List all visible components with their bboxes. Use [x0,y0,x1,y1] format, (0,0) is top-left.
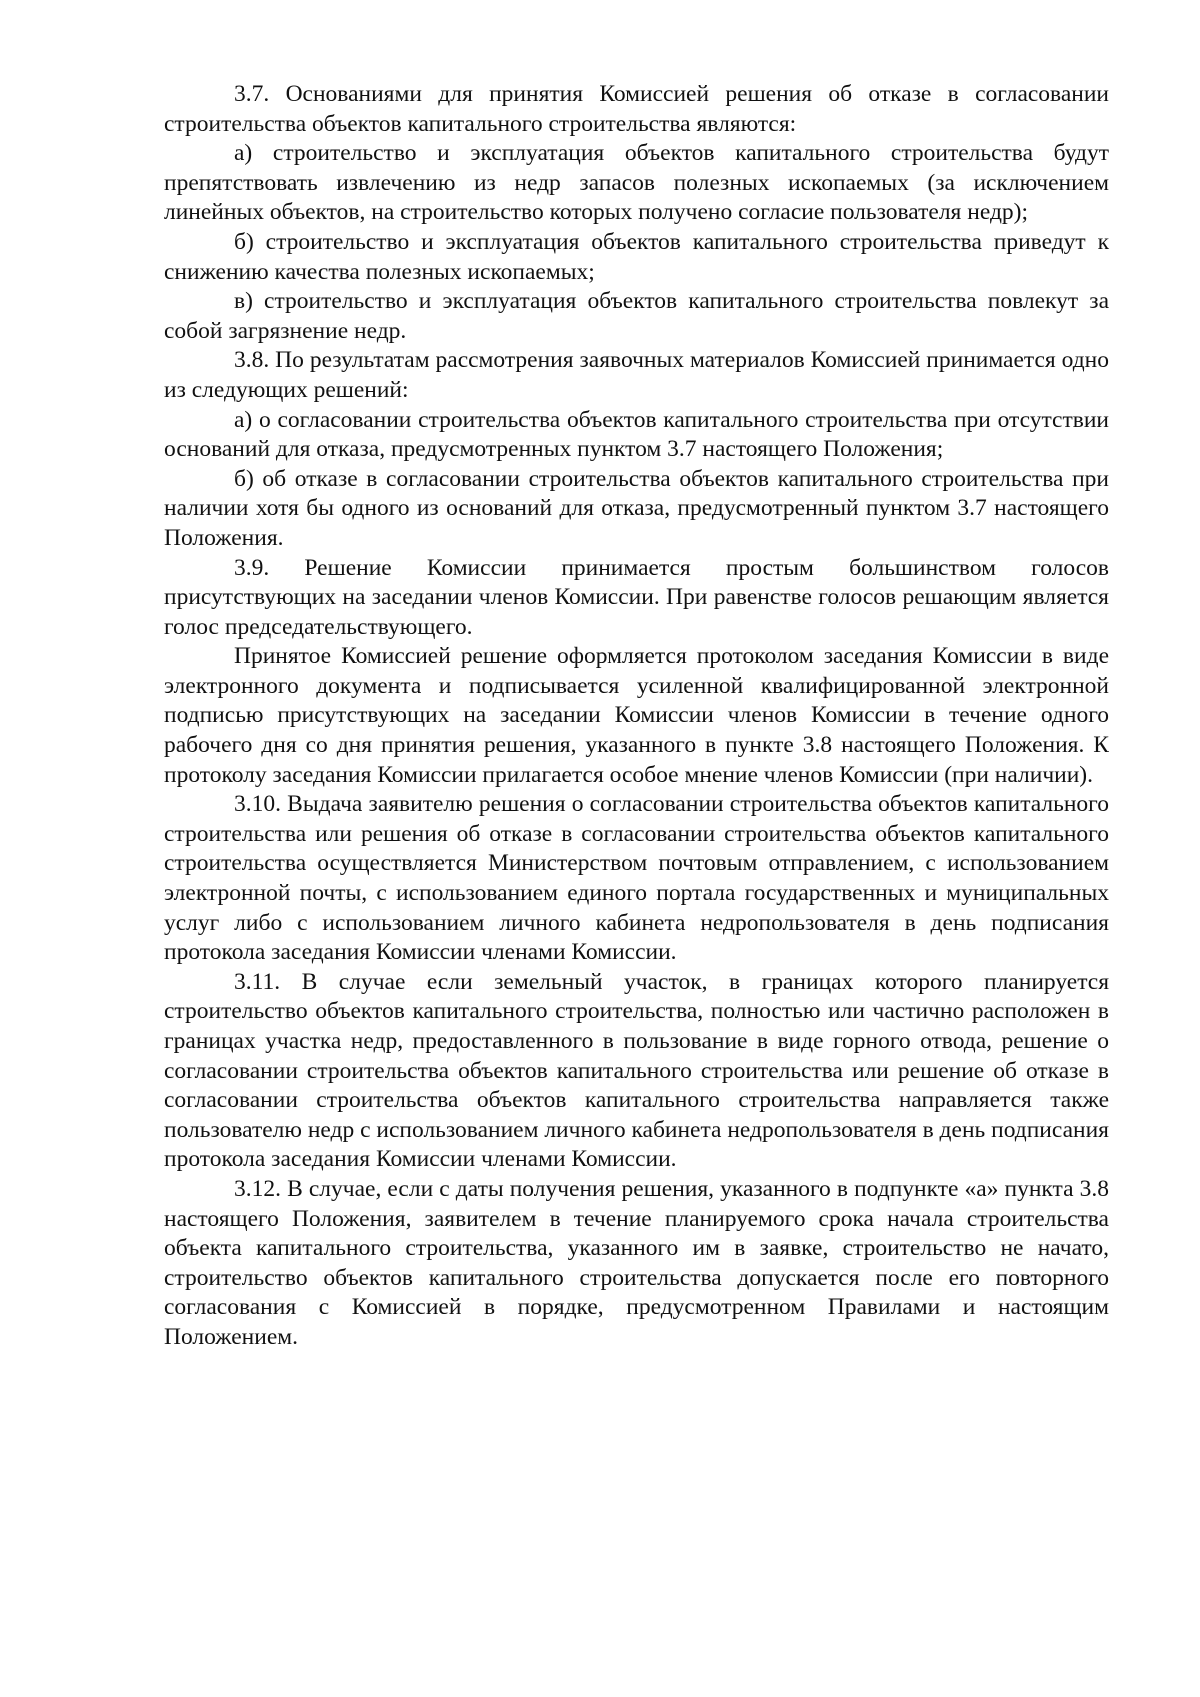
paragraph-3-10: 3.10. Выдача заявителю решения о согласовании строительства объектов капитального строительства или решения об отказе в согласовании строительства объектов капитального строительства осуществляется Министерством почтовым отправлением, с использованием электронной почты, с использованием единого портала государственных и муниципальных услуг либо с использованием личного кабинета недропользователя в день подписания протокола заседания Комиссии членами Комиссии. [164,791,1109,966]
paragraph-3-12: 3.12. В случае, если с даты получения решения, указанного в подпункте «а» пункта 3.8 настоящего Положения, заявителем в течение планируемого срока начала строительства объекта капитального строительства, указанного им в заявке, строительство не начато, строительство объектов капитального строительства допускается после его повторного согласования с Комиссией в порядке, предусмотренном Правилами и настоящим Положением. [164,1175,1109,1350]
paragraph-3-7: 3.7. Основаниями для принятия Комиссией решения об отказе в согласовании строительства объектов капитального строительства являются: [164,81,1109,137]
paragraph-3-7-b: б) строительство и эксплуатация объектов капитального строительства приведут к снижению качества полезных ископаемых; [164,228,1109,285]
paragraph-3-8: 3.8. По результатам рассмотрения заявочных материалов Комиссией принимается одно из следующих решений: [164,347,1109,403]
paragraph-3-9-protocol: Принятое Комиссией решение оформляется протоколом заседания Комиссии в виде электронного документа и подписывается усиленной квалифицированной электронной подписью присутствующих на заседании Комиссии членов Комиссии в течение одного рабочего дня со дня принятия решения, указанного в пункте 3.8 настоящего Положения. К протоколу заседания Комиссии прилагается особое мнение членов Комиссии (при наличии). [164,643,1109,788]
document-body [164,80,1109,1353]
paragraph-3-8-a: а) о согласовании строительства объектов капитального строительства при отсутствии оснований для отказа, предусмотренных пунктом 3.7 настоящего Положения; [164,406,1109,463]
paragraph-3-7-a: а) строительство и эксплуатация объектов капитального строительства будут препятствовать извлечению из недр запасов полезных ископаемых (за исключением линейных объектов, на строительство которых получено согласие пользователя недр); [164,140,1109,226]
paragraph-3-7-v: в) строительство и эксплуатация объектов капитального строительства повлекут за собой загрязнение недр. [164,288,1109,344]
paragraph-3-11: 3.11. В случае если земельный участок, в границах которого планируется строительство объектов капитального строительства, полностью или частично расположен в границах участка недр, предоставленного в пользование в виде горного отвода, решение о согласовании строительства объектов капитального строительства или решение об отказе в согласовании строительства объектов капитального строительства направляется также пользователю недр с использованием личного кабинета недропользователя в день подписания протокола заседания Комиссии членами Комиссии. [164,968,1109,1173]
paragraph-3-8-b: б) об отказе в согласовании строительства объектов капитального строительства при наличии хотя бы одного из оснований для отказа, предусмотренный пунктом 3.7 настоящего Положения. [164,465,1109,551]
paragraph-3-9: 3.9. Решение Комиссии принимается простым большинством голосов присутствующих на заседании членов Комиссии. При равенстве голосов решающим является голос председательствующего. [164,554,1109,640]
